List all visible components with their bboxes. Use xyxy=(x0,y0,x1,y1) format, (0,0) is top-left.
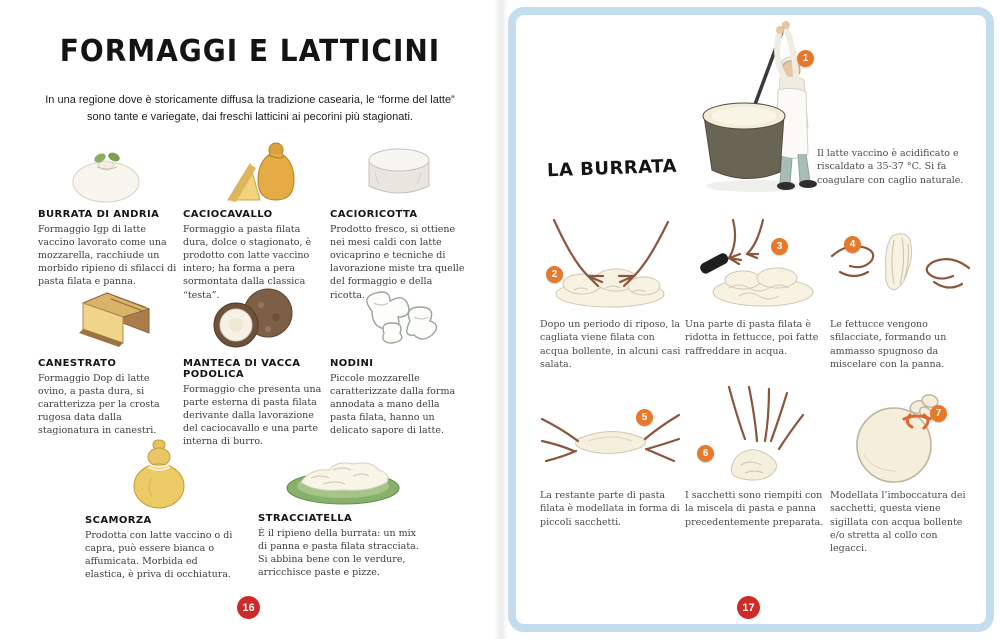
step-badge-1: 1 xyxy=(797,50,814,67)
step-badge-6: 6 xyxy=(697,445,714,462)
cheese-name: BURRATA DI ANDRIA xyxy=(38,209,160,220)
step-card-4 xyxy=(830,218,971,371)
step-badge-5: 5 xyxy=(636,409,653,426)
left-page-number: 16 xyxy=(237,596,260,619)
step-badge-4: 4 xyxy=(844,236,861,253)
section-title: LA BURRATA xyxy=(546,155,678,182)
step-text-6: I sacchetti sono riempiti con la miscela di pasta e panna precedentemente preparata. xyxy=(685,490,824,528)
intro-text: In una regione dove è storicamente diffusa la tradizione casearia, le “forme del latte” sono tante e variegate, dai freschi latticini ai pecorini più stagionati. xyxy=(45,94,455,123)
step-badge-2: 2 xyxy=(546,266,563,283)
step-text-7: Modellata l’imboccatura dei sacchetti, questa viene sigillata con acqua bollente e/o stretta al collo con legacci. xyxy=(830,490,966,555)
step-card-3 xyxy=(685,218,826,358)
step-text-4: Le fettucce vengono sfilacciate, formando un ammasso spugnoso da miscelare con la panna. xyxy=(830,319,947,370)
cheese-card-stracciatella xyxy=(258,444,428,579)
cheese-wedge-icon xyxy=(38,281,178,353)
step-card-6 xyxy=(685,385,826,529)
cheese-card-caciocavallo xyxy=(183,138,323,302)
cheese-card-cacioricotta xyxy=(330,138,468,302)
cheese-name: CANESTRATO xyxy=(38,358,117,369)
cheese-description: Prodotta con latte vaccino o di capra, può essere bianca o affumicata. Morbida ed elastica, è priva di occhiatura. xyxy=(85,530,233,581)
right-page-number: 17 xyxy=(737,596,760,619)
shaping-disc-illustration xyxy=(540,385,681,489)
cheese-name: CACIORICOTTA xyxy=(330,209,418,220)
step-badge-3: 3 xyxy=(771,238,788,255)
cheese-description: È il ripieno della burrata: un mix di panna e pasta filata stracciata. Si abbina bene con le verdure, arricchisce paste e pizze. xyxy=(258,528,419,579)
step-text-1: Il latte vaccino è acidificato e riscaldato a 35-37 °C. Si fa coagulare con caglio naturale. xyxy=(817,148,964,186)
cheese-card-canestrato xyxy=(38,281,178,438)
cheese-description: Formaggio che presenta una parte esterna di pasta filata derivante dalla lavorazione del caciocavallo e una parte interna di burro. xyxy=(183,384,322,448)
scamorza-pear-icon xyxy=(85,436,233,510)
cheese-card-scamorza xyxy=(85,436,233,581)
cheese-description: Formaggio Igp di latte vaccino lavorato come una mozzarella, racchiude un morbido ripieno di sfilacci di pasta filata e panna. xyxy=(38,224,177,288)
step-card-7 xyxy=(830,385,971,555)
cheese-name: CACIOCAVALLO xyxy=(183,209,273,220)
filling-sack-illustration xyxy=(685,385,826,489)
cheese-card-nodini xyxy=(330,281,468,438)
cheese-card-manteca xyxy=(183,281,323,449)
milk-vat-stirring-illustration xyxy=(698,18,818,198)
cheese-description: Formaggio a pasta filata dura, dolce o stagionato, è prodotto con latte vaccino intero; ha forma a pera sormontata dalla classica “testa”. xyxy=(183,224,312,301)
pear-cheese-icon xyxy=(183,138,323,204)
cheese-description: Prodotto fresco, si ottiene nei mesi caldi con latte ovicaprino e tecniche di lavorazione miste tra quelle del formaggio e della ricotta. xyxy=(330,224,465,301)
cheese-description: Formaggio Dop di latte ovino, a pasta dura, si caratterizza per la crosta rugosa data dalla stagionatura in canestri. xyxy=(38,373,160,437)
cheese-name: STRACCIATELLA xyxy=(258,513,353,524)
knotted-mozzarella-icon xyxy=(330,281,468,353)
burrata-pouch-icon xyxy=(38,138,178,204)
manteca-ball-icon xyxy=(183,281,323,353)
cheese-description: Piccole mozzarelle caratterizzate dalla forma annodata a mano della pasta filata, hanno un delicato sapore di latte. xyxy=(330,373,456,437)
right-page xyxy=(505,0,1000,639)
tied-burrata-illustration xyxy=(830,385,971,489)
cutting-fettucce-illustration xyxy=(685,218,826,318)
cheese-wheel-icon xyxy=(330,138,468,204)
cheese-name: SCAMORZA xyxy=(85,515,152,526)
cheese-name: NODINI xyxy=(330,358,374,369)
kneading-curd-illustration xyxy=(540,218,681,318)
shredding-strands-illustration xyxy=(830,218,971,318)
step-text-2: Dopo un periodo di riposo, la cagliata viene filata con acqua bollente, in alcuni casi salata. xyxy=(540,319,681,370)
page-title: FORMAGGI E LATTICINI xyxy=(59,32,441,69)
cheese-card-burrata-di-andria xyxy=(38,138,178,289)
step-text-5: La restante parte di pasta filata è modellata in forma di piccoli sacchetti. xyxy=(540,490,680,528)
step-card-5 xyxy=(540,385,681,529)
step-text-3: Una parte di pasta filata è ridotta in fettucce, poi fatte raffreddare in acqua. xyxy=(685,319,819,357)
cheese-name: MANTECA DI VACCA PODOLICA xyxy=(183,358,301,380)
step-card-2 xyxy=(540,218,681,371)
plate-of-strands-icon xyxy=(258,444,428,508)
step-badge-7: 7 xyxy=(930,405,947,422)
